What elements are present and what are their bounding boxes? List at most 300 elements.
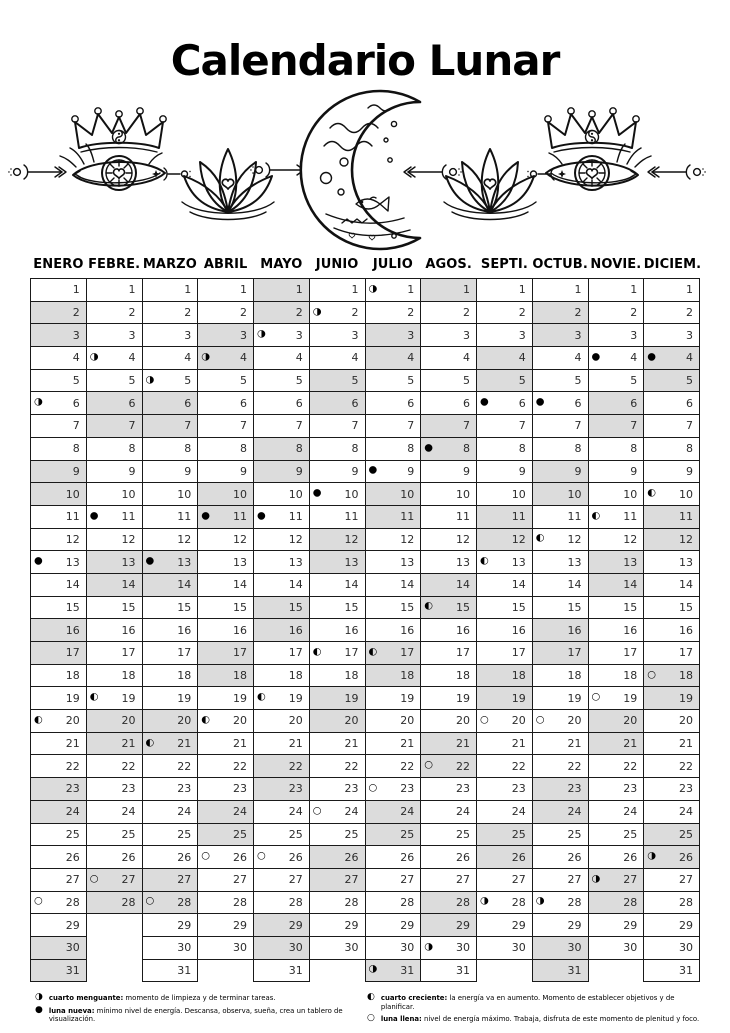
day-cell [644, 324, 700, 347]
day-number: 20 [177, 714, 192, 728]
day-cell [477, 460, 533, 483]
day-cell [644, 914, 700, 937]
page-title: Calendario Lunar [170, 36, 560, 85]
day-number: 14 [288, 578, 303, 592]
day-cell [254, 505, 310, 528]
day-cell [309, 619, 365, 642]
day-cell [421, 301, 477, 324]
day-number: 21 [400, 737, 415, 751]
day-cell [532, 642, 588, 665]
day-cell [421, 959, 477, 982]
day-cell [254, 596, 310, 619]
day-number: 26 [679, 850, 693, 864]
eye-crown-icon [60, 108, 166, 190]
day-number: 7 [518, 419, 526, 433]
day-cell [421, 551, 477, 574]
day-number: 3 [407, 328, 415, 342]
day-cell [309, 687, 365, 710]
new-moon-moon-icon: ● [480, 396, 489, 408]
day-cell [31, 505, 87, 528]
day-cell [477, 347, 533, 370]
day-number: 9 [463, 464, 470, 478]
day-number: 18 [177, 669, 192, 683]
legend-item-first-quarter [367, 994, 703, 1011]
day-number: 6 [574, 396, 582, 410]
day-cell [198, 868, 254, 891]
day-cell [309, 437, 365, 460]
first-quarter-moon-icon: ◐ [535, 533, 545, 545]
day-number: 20 [121, 714, 136, 728]
day-cell [31, 573, 87, 596]
day-number: 20 [679, 714, 693, 728]
day-cell [309, 528, 365, 551]
day-number: 23 [456, 782, 470, 796]
day-cell [532, 687, 588, 710]
day-number: 24 [400, 805, 415, 819]
day-cell [365, 936, 421, 959]
day-number: 5 [574, 374, 582, 388]
day-number: 23 [177, 782, 192, 796]
day-number: 26 [233, 850, 247, 864]
legend-right-column [367, 994, 703, 1024]
day-number: 2 [128, 306, 136, 320]
day-number: 14 [233, 578, 247, 592]
day-cell [365, 914, 421, 937]
full-moon-moon-icon: ○ [480, 714, 489, 726]
day-number: 6 [72, 396, 80, 410]
day-number: 16 [121, 623, 136, 637]
day-number: 14 [456, 578, 470, 592]
day-cell [31, 369, 87, 392]
day-cell [365, 505, 421, 528]
day-cell [254, 369, 310, 392]
day-number: 8 [184, 442, 192, 456]
day-number: 26 [456, 850, 470, 864]
day-cell [254, 800, 310, 823]
day-number: 12 [456, 532, 470, 546]
day-cell [254, 483, 310, 506]
day-number: 28 [567, 895, 582, 909]
day-cell [421, 619, 477, 642]
day-cell [309, 460, 365, 483]
calendar-row [31, 483, 700, 506]
day-number: 5 [407, 374, 415, 388]
day-cell [142, 800, 198, 823]
day-number: 16 [65, 623, 80, 637]
day-cell [644, 369, 700, 392]
day-number: 20 [288, 714, 303, 728]
day-number: 11 [567, 510, 582, 524]
day-cell [477, 619, 533, 642]
lotus-icon [444, 149, 536, 220]
day-number: 4 [574, 351, 582, 365]
day-number: 16 [511, 623, 526, 637]
day-number: 25 [177, 827, 192, 841]
day-cell [198, 460, 254, 483]
month-header-row [31, 257, 700, 279]
day-cell [644, 460, 700, 483]
last-quarter-moon-icon: ◑ [201, 351, 210, 363]
day-cell [365, 483, 421, 506]
day-cell [421, 483, 477, 506]
day-number: 22 [177, 759, 192, 773]
day-cell [198, 279, 254, 302]
day-number: 7 [72, 419, 80, 433]
day-cell [588, 596, 644, 619]
day-cell [532, 392, 588, 415]
day-number: 28 [288, 895, 303, 909]
day-number: 25 [344, 827, 359, 841]
day-number: 27 [121, 873, 136, 887]
day-number: 1 [407, 283, 415, 297]
day-cell [142, 846, 198, 869]
day-cell [477, 279, 533, 302]
day-cell [365, 324, 421, 347]
day-number: 5 [72, 374, 80, 388]
day-number: 14 [344, 578, 359, 592]
day-number: 9 [240, 464, 247, 478]
day-cell [477, 415, 533, 438]
day-cell [477, 687, 533, 710]
legend-text: cuarto menguante: momento de limpieza y de terminar tareas. [48, 994, 276, 1002]
day-number: 1 [574, 283, 582, 297]
day-number: 19 [177, 691, 192, 705]
day-cell [142, 483, 198, 506]
day-cell [644, 505, 700, 528]
day-cell [588, 936, 644, 959]
day-number: 29 [65, 918, 80, 932]
day-number: 21 [177, 737, 192, 751]
day-number: 1 [351, 283, 359, 297]
day-number: 5 [630, 374, 638, 388]
day-cell [588, 437, 644, 460]
day-cell [254, 619, 310, 642]
day-number: 29 [511, 918, 526, 932]
day-number: 26 [288, 850, 303, 864]
day-number: 5 [686, 374, 693, 388]
day-cell [309, 279, 365, 302]
day-number: 18 [344, 669, 359, 683]
day-cell [421, 392, 477, 415]
day-cell [31, 415, 87, 438]
day-cell [365, 891, 421, 914]
new-moon-moon-icon: ● [145, 555, 155, 567]
day-cell [365, 868, 421, 891]
day-cell [365, 392, 421, 415]
day-number: 17 [177, 646, 192, 660]
calendar-row [31, 573, 700, 596]
last-quarter-moon-icon: ◑ [480, 896, 489, 908]
new-moon-moon-icon: ● [647, 351, 656, 363]
day-cell [86, 279, 142, 302]
day-number: 3 [351, 328, 359, 342]
day-number: 6 [351, 396, 359, 410]
day-number: 16 [344, 623, 359, 637]
day-cell [142, 959, 198, 982]
day-cell [477, 483, 533, 506]
first-quarter-moon-icon: ◐ [34, 714, 43, 726]
day-number: 19 [623, 691, 638, 705]
day-number: 28 [344, 895, 359, 909]
day-number: 21 [623, 737, 638, 751]
day-number: 7 [630, 419, 638, 433]
new-moon-moon-icon: ● [257, 510, 266, 522]
day-number: 13 [233, 555, 247, 569]
day-cell [309, 823, 365, 846]
day-cell [31, 483, 87, 506]
day-number: 1 [72, 283, 80, 297]
day-cell [309, 324, 365, 347]
full-moon-moon-icon: ○ [257, 850, 266, 862]
day-number: 15 [400, 600, 415, 614]
day-cell [532, 755, 588, 778]
day-cell [198, 505, 254, 528]
day-number: 10 [121, 487, 136, 501]
day-cell [309, 642, 365, 665]
day-cell [198, 573, 254, 596]
day-cell [86, 505, 142, 528]
day-cell [198, 823, 254, 846]
day-cell [309, 936, 365, 959]
day-number: 15 [567, 600, 582, 614]
day-cell [142, 732, 198, 755]
day-number: 16 [679, 623, 693, 637]
day-number: 24 [567, 805, 582, 819]
day-number: 25 [400, 827, 415, 841]
day-cell [254, 642, 310, 665]
day-cell [644, 279, 700, 302]
day-number: 22 [567, 759, 582, 773]
day-cell [477, 642, 533, 665]
day-number: 15 [65, 600, 80, 614]
day-cell [532, 369, 588, 392]
day-number: 28 [121, 895, 136, 909]
day-cell [477, 800, 533, 823]
day-number: 23 [65, 782, 80, 796]
day-number: 24 [121, 805, 136, 819]
empty-cell [477, 959, 533, 982]
day-number: 7 [184, 419, 192, 433]
day-cell [588, 823, 644, 846]
day-cell [254, 415, 310, 438]
day-number: 19 [400, 691, 415, 705]
day-number: 2 [518, 306, 526, 320]
day-cell [86, 369, 142, 392]
day-number: 10 [511, 487, 526, 501]
day-number: 1 [240, 283, 247, 297]
day-number: 14 [65, 578, 80, 592]
day-number: 11 [511, 510, 526, 524]
day-number: 24 [679, 805, 693, 819]
day-number: 12 [121, 532, 136, 546]
day-cell [86, 324, 142, 347]
day-cell [31, 868, 87, 891]
day-number: 12 [400, 532, 415, 546]
month-header: DICIEM. [643, 257, 702, 272]
day-cell [588, 914, 644, 937]
day-cell [365, 573, 421, 596]
day-number: 9 [184, 464, 192, 478]
day-number: 23 [679, 782, 693, 796]
day-cell [31, 642, 87, 665]
day-number: 18 [400, 669, 415, 683]
day-number: 17 [400, 646, 415, 660]
day-cell [309, 483, 365, 506]
day-number: 5 [128, 374, 136, 388]
day-number: 17 [679, 646, 693, 660]
day-cell [421, 778, 477, 801]
new-moon-moon-icon: ● [312, 487, 322, 499]
day-cell [254, 324, 310, 347]
day-number: 11 [121, 510, 136, 524]
day-number: 19 [511, 691, 526, 705]
day-number: 28 [456, 895, 470, 909]
calendar-row [31, 505, 700, 528]
day-number: 22 [288, 759, 303, 773]
day-cell [86, 642, 142, 665]
day-number: 7 [240, 419, 247, 433]
day-number: 23 [400, 782, 415, 796]
full-moon-moon-icon: ○ [201, 850, 210, 862]
day-cell [309, 914, 365, 937]
day-cell [198, 415, 254, 438]
last-quarter-moon-icon: ◑ [535, 896, 545, 908]
day-cell [254, 347, 310, 370]
day-cell [421, 800, 477, 823]
day-number: 25 [511, 827, 526, 841]
day-number: 18 [65, 669, 80, 683]
day-cell [644, 687, 700, 710]
day-number: 26 [65, 850, 80, 864]
day-cell [198, 392, 254, 415]
day-number: 7 [351, 419, 359, 433]
day-number: 11 [456, 510, 470, 524]
day-number: 17 [233, 646, 247, 660]
month-header: MARZO [142, 257, 197, 272]
day-number: 16 [623, 623, 638, 637]
calendar-row [31, 823, 700, 846]
day-number: 11 [65, 510, 80, 524]
day-number: 21 [344, 737, 359, 751]
day-cell [644, 664, 700, 687]
day-number: 14 [121, 578, 136, 592]
day-number: 18 [288, 669, 303, 683]
day-cell [588, 415, 644, 438]
day-cell [532, 846, 588, 869]
legend-text: cuarto creciente: la energía va en aumento. Momento de establecer objetivos y de planificar. [380, 994, 675, 1011]
day-number: 27 [567, 873, 582, 887]
calendar-row [31, 437, 700, 460]
month-header: ABRIL [203, 257, 248, 272]
day-cell [86, 528, 142, 551]
day-cell [365, 732, 421, 755]
day-cell [309, 551, 365, 574]
day-cell [644, 846, 700, 869]
day-number: 27 [400, 873, 415, 887]
day-number: 26 [567, 850, 582, 864]
full-moon-moon-icon: ○ [368, 782, 378, 794]
day-cell [421, 642, 477, 665]
day-number: 4 [72, 351, 80, 365]
day-number: 11 [623, 510, 638, 524]
day-number: 2 [351, 306, 359, 320]
day-number: 22 [679, 759, 693, 773]
day-number: 31 [400, 963, 415, 977]
first-quarter-moon-icon: ◐ [368, 646, 378, 658]
day-cell [309, 392, 365, 415]
day-number: 15 [456, 600, 470, 614]
full-moon-moon-icon: ○ [34, 896, 43, 908]
day-number: 7 [407, 419, 415, 433]
eye-crown-icon [545, 108, 651, 190]
day-cell [532, 528, 588, 551]
day-number: 27 [623, 873, 638, 887]
day-cell [588, 460, 644, 483]
day-cell [198, 914, 254, 937]
day-number: 20 [567, 714, 582, 728]
day-cell [142, 460, 198, 483]
calendar-row [31, 732, 700, 755]
day-cell [142, 823, 198, 846]
day-number: 28 [400, 895, 415, 909]
new-moon-moon-icon: ● [368, 464, 378, 476]
day-number: 8 [351, 442, 359, 456]
day-cell [86, 755, 142, 778]
legend-text: luna nueva: mínimo nivel de energía. Descansa, observa, sueña, crea un tablero de visualización. [48, 1006, 343, 1024]
day-cell [588, 868, 644, 891]
day-number: 1 [295, 283, 303, 297]
day-cell [254, 755, 310, 778]
empty-cell [588, 959, 644, 982]
day-cell [365, 800, 421, 823]
day-cell [588, 755, 644, 778]
day-cell [86, 778, 142, 801]
day-number: 29 [344, 918, 359, 932]
day-number: 30 [288, 941, 303, 955]
day-cell [532, 301, 588, 324]
day-number: 23 [511, 782, 526, 796]
day-number: 12 [344, 532, 359, 546]
calendar-row [31, 936, 700, 959]
day-cell [644, 891, 700, 914]
day-cell [477, 936, 533, 959]
day-cell [142, 369, 198, 392]
day-number: 2 [630, 306, 638, 320]
day-number: 12 [177, 532, 192, 546]
day-number: 24 [623, 805, 638, 819]
day-number: 18 [456, 669, 470, 683]
day-cell [31, 347, 87, 370]
day-number: 11 [177, 510, 192, 524]
day-number: 29 [233, 918, 247, 932]
day-cell [421, 687, 477, 710]
day-cell [532, 279, 588, 302]
day-cell [254, 868, 310, 891]
arrow-doodle-icon [9, 165, 66, 179]
day-cell [309, 778, 365, 801]
header-art [0, 86, 730, 258]
day-number: 9 [518, 464, 526, 478]
day-number: 13 [456, 555, 470, 569]
day-number: 28 [177, 895, 192, 909]
last-quarter-moon-icon: ◑ [145, 374, 155, 386]
day-cell [588, 505, 644, 528]
day-number: 22 [623, 759, 638, 773]
day-cell [142, 778, 198, 801]
day-cell [421, 710, 477, 733]
day-number: 27 [344, 873, 359, 887]
day-cell [365, 619, 421, 642]
